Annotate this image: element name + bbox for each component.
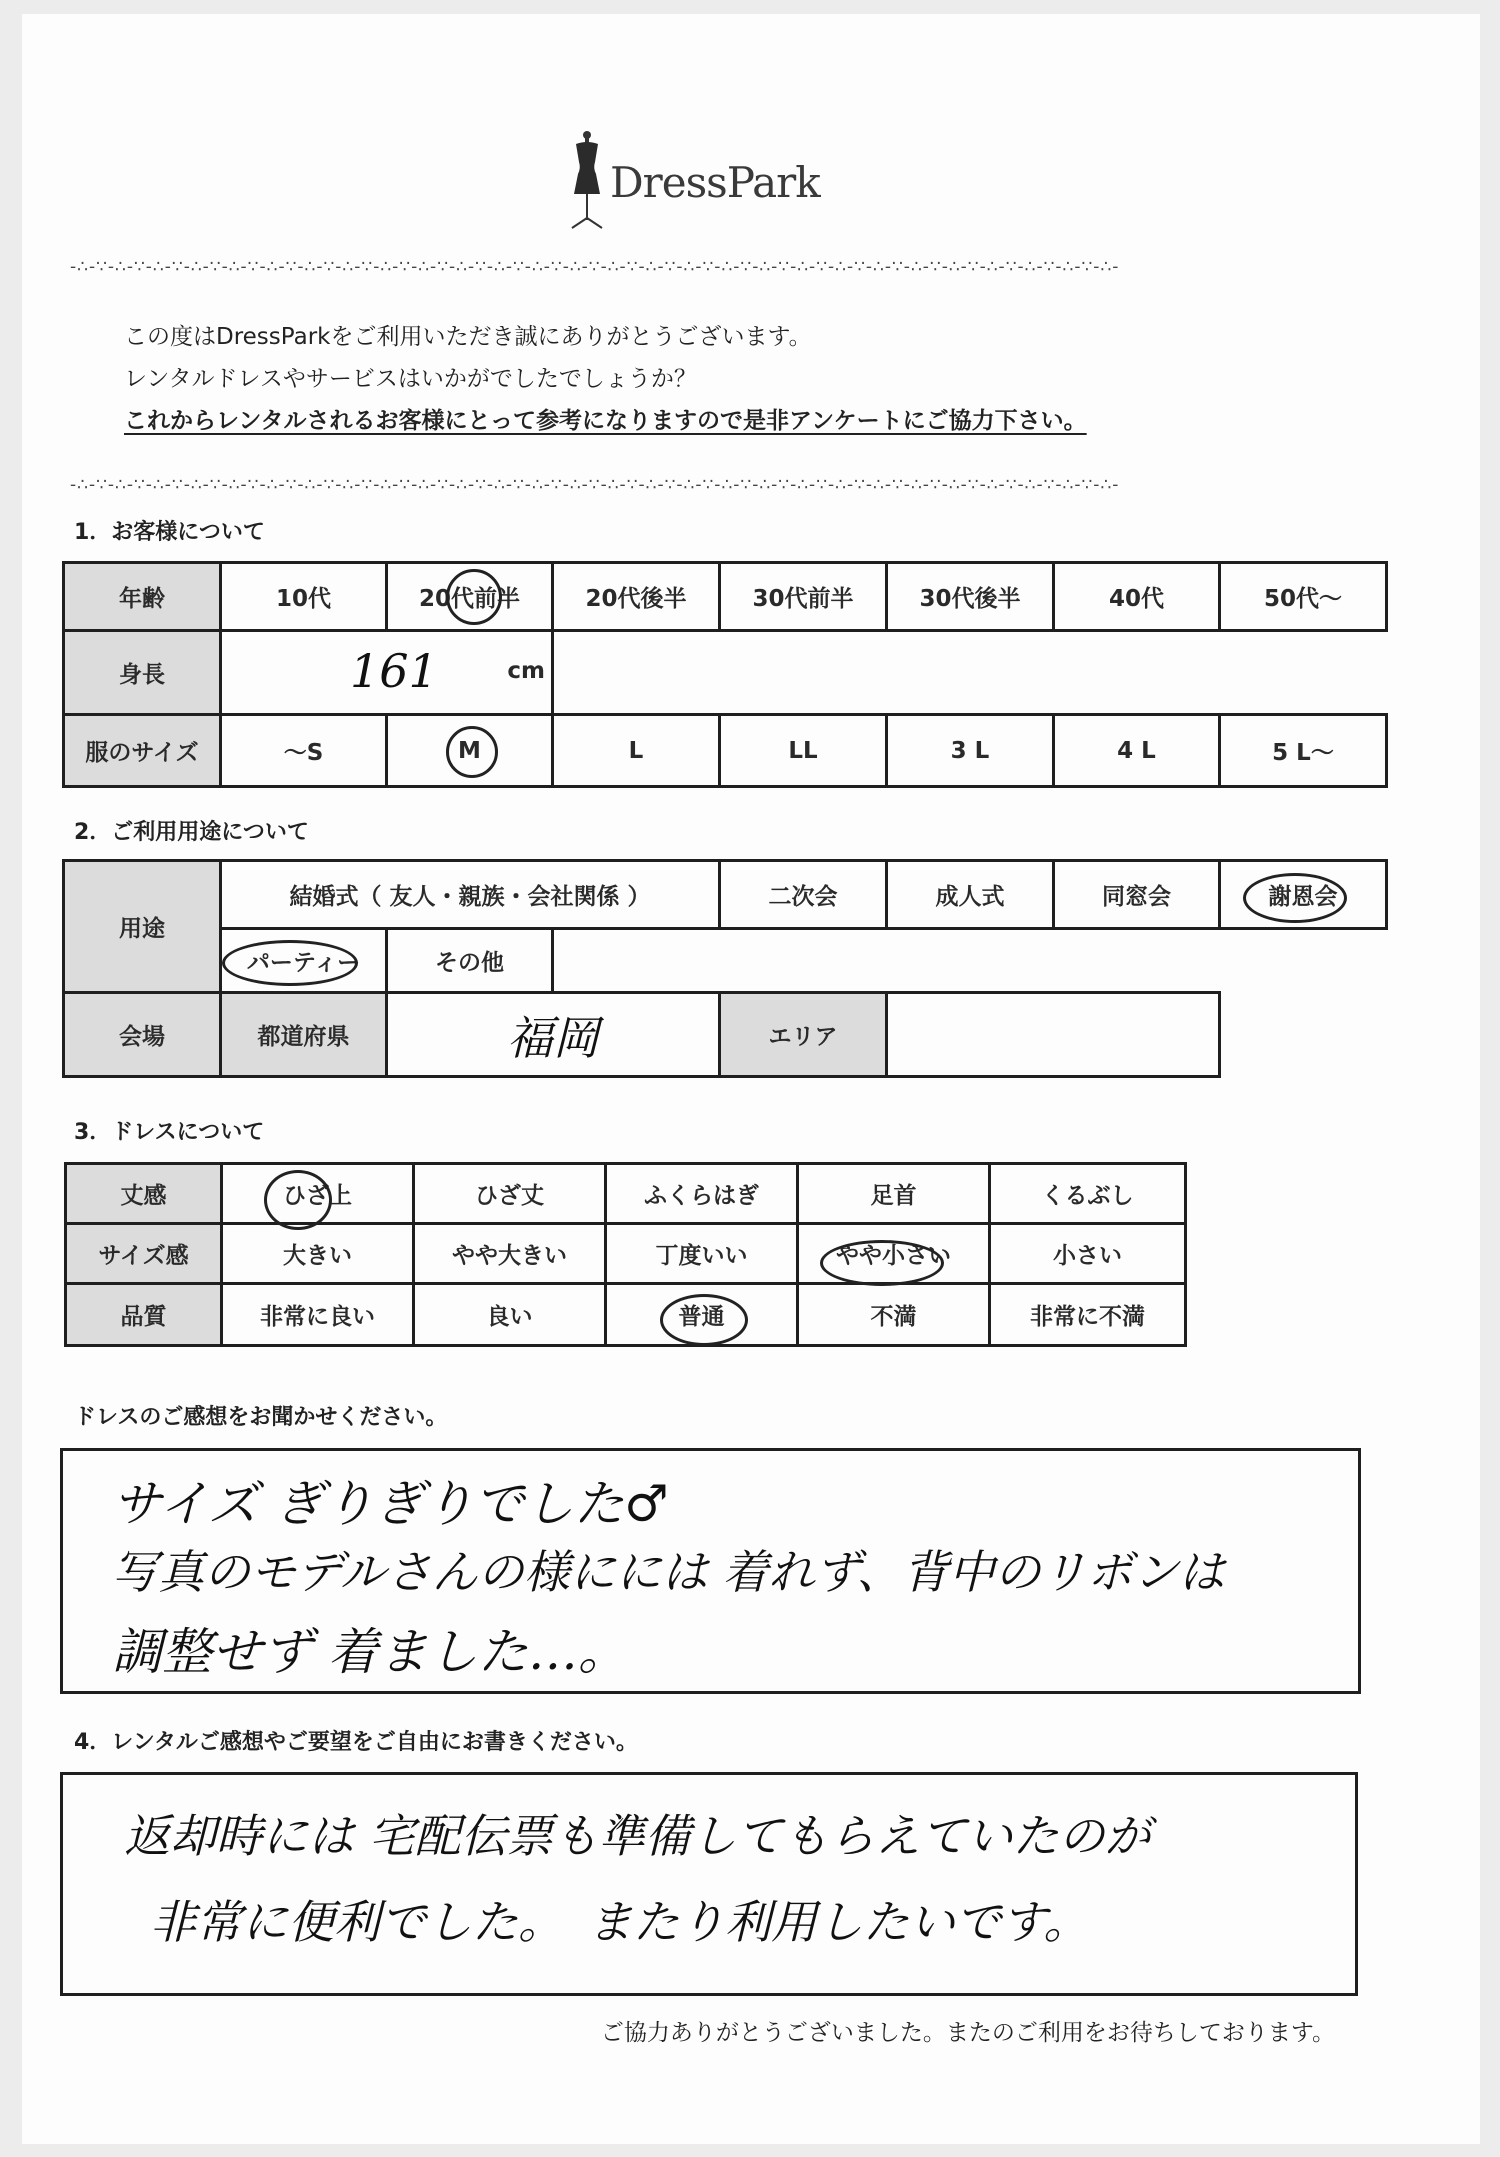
- purpose-option-selected[interactable]: パーティー: [221, 929, 387, 993]
- purpose-option[interactable]: 同窓会: [1054, 861, 1220, 929]
- venue-blank: [1220, 993, 1387, 1077]
- fit-label: サイズ感: [66, 1224, 222, 1284]
- fit-option[interactable]: 小さい: [990, 1224, 1186, 1284]
- length-selection-circle: [264, 1170, 332, 1230]
- height-unit: cm: [507, 658, 545, 684]
- age-option[interactable]: 20代後半: [553, 563, 720, 631]
- prefecture-value: 福岡: [507, 1010, 600, 1065]
- age-option[interactable]: 30代前半: [720, 563, 887, 631]
- age-option[interactable]: 10代: [221, 563, 387, 631]
- area-field[interactable]: [887, 993, 1220, 1077]
- length-option[interactable]: ひざ丈: [414, 1164, 606, 1224]
- purpose-label: 用途: [64, 861, 221, 993]
- size-option[interactable]: 3 L: [887, 715, 1054, 787]
- intro-line-3: これからレンタルされるお客様にとって参考になりますので是非アンケートにご協力下さい。: [124, 408, 1087, 434]
- dress-comment-line: 調整せず 着ました…。: [112, 1623, 628, 1681]
- fit-option-selected[interactable]: やや小さい: [798, 1224, 990, 1284]
- request-comment-line: 非常に便利でした。 またり利用したいです。: [150, 1895, 1090, 1949]
- purpose-option[interactable]: 二次会: [720, 861, 887, 929]
- dotted-divider-top: -∴-∵-∴-∵-∴-∵-∴-∵-∴-∵-∴-∵-∴-∵-∴-∵-∴-∵-∴-∵-∴-∵-∴-∵-∴-∵-∴-∵-∴-∵-∴-∵-∴-∵-∴-∵-∴-∵-∴-∵-∴-∵-∴-∵-∴-∵-∴-∵-∴-∵-∴-∵-∴-∵-∴-: [70, 260, 1120, 274]
- section-2-title: 2．ご利用用途について: [74, 820, 309, 845]
- section-4-title: 4．レンタルご感想やご要望をご自由にお書きください。: [74, 1730, 638, 1755]
- age-label: 年齢: [64, 563, 221, 631]
- dress-table: [64, 1162, 1187, 1347]
- length-option[interactable]: ふくらはぎ: [606, 1164, 798, 1224]
- dress-comment-prompt: ドレスのご感想をお聞かせください。: [74, 1405, 448, 1430]
- closing-thanks: ご協力ありがとうございました。またのご利用をお待ちしております。: [600, 2020, 1335, 2046]
- quality-option[interactable]: 良い: [414, 1284, 606, 1346]
- height-blank: [553, 631, 1387, 715]
- venue-label: 会場: [64, 993, 221, 1077]
- section-3-title: 3．ドレスについて: [74, 1120, 265, 1145]
- purpose-option[interactable]: その他: [387, 929, 553, 993]
- customer-table: [62, 561, 1388, 788]
- dress-form-logo-icon: [566, 128, 608, 236]
- purpose-selection-circle: [222, 940, 358, 986]
- age-option[interactable]: 50代～: [1220, 563, 1387, 631]
- fit-option[interactable]: 大きい: [222, 1224, 414, 1284]
- quality-option[interactable]: 不満: [798, 1284, 990, 1346]
- quality-option[interactable]: 非常に不満: [990, 1284, 1186, 1346]
- size-option[interactable]: ～S: [221, 715, 387, 787]
- purpose-option[interactable]: 成人式: [887, 861, 1054, 929]
- request-comment-line: 返却時には 宅配伝票も準備してもらえていたのが: [124, 1809, 1151, 1863]
- size-option[interactable]: 5 L～: [1220, 715, 1387, 787]
- dress-comment-line: 写真のモデルさんの様にには 着れず、背中のリボンは: [112, 1545, 1225, 1599]
- size-option[interactable]: 4 L: [1054, 715, 1220, 787]
- height-label: 身長: [64, 631, 221, 715]
- size-option[interactable]: LL: [720, 715, 887, 787]
- size-label: 服のサイズ: [64, 715, 221, 787]
- age-option-selected[interactable]: 20代前半: [387, 563, 553, 631]
- purpose-option-selected[interactable]: 謝恩会: [1220, 861, 1387, 929]
- dotted-divider-bottom: -∴-∵-∴-∵-∴-∵-∴-∵-∴-∵-∴-∵-∴-∵-∴-∵-∴-∵-∴-∵-∴-∵-∴-∵-∴-∵-∴-∵-∴-∵-∴-∵-∴-∵-∴-∵-∴-∵-∴-∵-∴-∵-∴-∵-∴-∵-∴-∵-∴-∵-∴-∵-∴-∵-∴-: [70, 478, 1120, 492]
- length-option-selected[interactable]: ひざ上: [222, 1164, 414, 1224]
- height-value: 161: [350, 644, 438, 698]
- purpose-selection-circle: [1243, 873, 1347, 923]
- age-option[interactable]: 30代後半: [887, 563, 1054, 631]
- fit-option[interactable]: 丁度いい: [606, 1224, 798, 1284]
- purpose-blank: [553, 929, 1387, 993]
- prefecture-field[interactable]: [387, 993, 720, 1077]
- section-1-title: 1．お客様について: [74, 520, 265, 545]
- prefecture-label: 都道府県: [221, 993, 387, 1077]
- size-selection-circle: [446, 726, 498, 778]
- intro-line-2: レンタルドレスやサービスはいかがでしたでしょうか？: [124, 366, 697, 392]
- fit-option[interactable]: やや大きい: [414, 1224, 606, 1284]
- purpose-option-wedding[interactable]: 結婚式（ 友人・親族・会社関係 ）: [221, 861, 720, 929]
- age-option[interactable]: 40代: [1054, 563, 1220, 631]
- quality-option-selected[interactable]: 普通: [606, 1284, 798, 1346]
- quality-label: 品質: [66, 1284, 222, 1346]
- length-option[interactable]: くるぶし: [990, 1164, 1186, 1224]
- quality-option[interactable]: 非常に良い: [222, 1284, 414, 1346]
- brand-logo-text: DressPark: [610, 158, 820, 207]
- height-field[interactable]: [221, 631, 553, 715]
- quality-selection-circle: [660, 1294, 748, 1346]
- area-label: エリア: [720, 993, 887, 1077]
- fit-selection-circle: [820, 1240, 944, 1286]
- size-option-selected[interactable]: M: [387, 715, 553, 787]
- length-option[interactable]: 足首: [798, 1164, 990, 1224]
- intro-line-1: この度はDressParkをご利用いただき誠にありがとうございます。: [124, 324, 812, 350]
- age-selection-circle: [446, 569, 502, 625]
- dress-comment-line: サイズ ぎりぎりでした♂: [112, 1475, 669, 1533]
- length-label: 丈感: [66, 1164, 222, 1224]
- size-option[interactable]: L: [553, 715, 720, 787]
